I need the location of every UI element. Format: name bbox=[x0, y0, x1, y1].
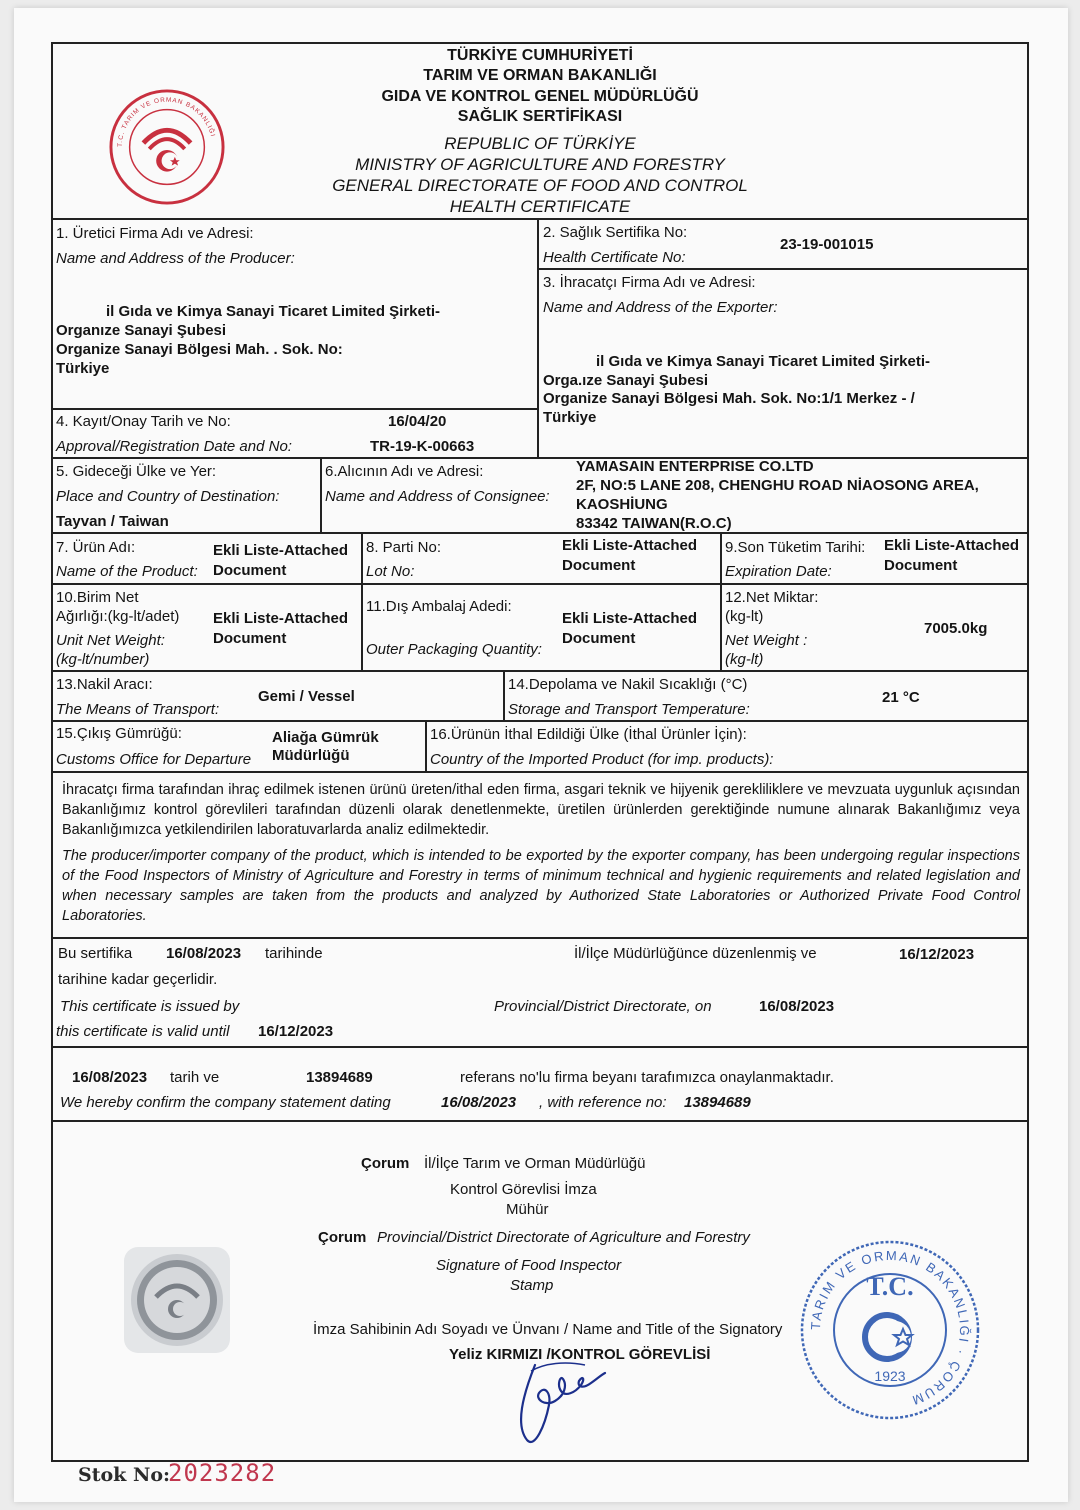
producer-line4: Türkiye bbox=[56, 360, 110, 377]
declaration-en: The producer/importer company of the product, which is intended to be exported by the exporter company, has been undergoing regular inspections of the Food Inspectors of Ministry of Agriculture and Forestry in terms of minimum technical and hygienic requirements and related legislation and when necessary samples are taken from the products and analyzed by Authorized State Laboratories or Authorized Private Food Control Laboratories. bbox=[62, 848, 1020, 924]
validity-en-date1: 16/08/2023 bbox=[759, 998, 835, 1015]
approval-date: 16/04/20 bbox=[388, 413, 447, 430]
lot-label-en: Lot No: bbox=[366, 563, 415, 580]
packaging-value-line1: Ekli Liste-Attached bbox=[562, 610, 698, 627]
declaration-tr: İhracatçı firma tarafından ihraç edilmek istenen ürünü üreten/ithal eden firma, asgari teknik ve hijyenik gerekliliklere ve mevzuata uygunluk açısından Bakanlığımız kontrol görevlileri tarafından düzenli olarak denetlenmekte, üretilen ürünlerden gerektiğinde numune alınarak Bakanlığımız veya Bakanlığımızca yetkilendirilen laboratuvarlarda analiz edilmektedir. bbox=[62, 782, 1020, 838]
validity-tr-d: tarihine kadar geçerlidir. bbox=[58, 971, 218, 988]
sig-stamp-en: Stamp bbox=[510, 1277, 554, 1294]
product-label-tr: 7. Ürün Adı: bbox=[56, 539, 136, 556]
import-country-label-en: Country of the Imported Product (for imp. products): bbox=[430, 751, 774, 768]
net-weight-label-tr1: 12.Net Miktar: bbox=[725, 589, 819, 606]
customs-value-line1: Aliağa Gümrük bbox=[272, 729, 379, 746]
expiry-value-line2: Document bbox=[884, 557, 958, 574]
health-cert-number: 23-19-001015 bbox=[780, 236, 874, 253]
unit-weight-label-tr2: Ağırlığı:(kg-lt/adet) bbox=[56, 608, 180, 625]
validity-en-b: Provincial/District Directorate, on bbox=[494, 998, 712, 1015]
producer-line2: Organıze Sanayi Şubesi bbox=[56, 322, 227, 339]
hologram-seal-icon bbox=[122, 1245, 232, 1355]
destination-label-en: Place and Country of Destination: bbox=[56, 488, 280, 505]
exporter-label-tr: 3. İhracatçı Firma Adı ve Adresi: bbox=[543, 274, 756, 291]
header-tr-line1: TÜRKİYE CUMHURİYETİ bbox=[447, 47, 633, 64]
unit-weight-value-line2: Document bbox=[213, 630, 287, 647]
reference-en-date: 16/08/2023 bbox=[441, 1094, 517, 1111]
sig-office-en: Provincial/District Directorate of Agriculture and Forestry bbox=[377, 1229, 750, 1246]
header-en-line4: HEALTH CERTIFICATE bbox=[449, 197, 631, 216]
approval-label-en: Approval/Registration Date and No: bbox=[56, 438, 292, 455]
expiry-label-en: Expiration Date: bbox=[725, 563, 832, 580]
packaging-value-line2: Document bbox=[562, 630, 636, 647]
signatory-label: İmza Sahibinin Adı Soyadı ve Ünvanı / Name and Title of the Signatory bbox=[313, 1321, 783, 1338]
temperature-label-tr: 14.Depolama ve Nakil Sıcaklığı (°C) bbox=[508, 676, 748, 693]
header-en-line1: REPUBLIC OF TÜRKİYE bbox=[444, 134, 636, 153]
sig-stamp-tr: Mühür bbox=[506, 1201, 549, 1218]
unit-weight-label-en2: (kg-lt/number) bbox=[56, 651, 150, 668]
official-seal-icon bbox=[795, 1235, 985, 1425]
unit-weight-value-line1: Ekli Liste-Attached bbox=[213, 610, 349, 627]
producer-line3: Organize Sanayi Bölgesi Mah. . Sok. No: bbox=[56, 341, 343, 358]
approval-label-tr: 4. Kayıt/Onay Tarih ve No: bbox=[56, 413, 231, 430]
exporter-line4: Türkiye bbox=[543, 409, 597, 426]
validity-en-c: this certificate is valid until bbox=[56, 1023, 230, 1040]
validity-tr-date2: 16/12/2023 bbox=[899, 946, 975, 963]
sig-city-tr: Çorum bbox=[361, 1155, 410, 1172]
stock-number-label: Stok No: bbox=[78, 1464, 171, 1486]
sig-office-tr: İl/İlçe Tarım ve Orman Müdürlüğü bbox=[424, 1155, 646, 1172]
destination-value: Tayvan / Taiwan bbox=[56, 513, 169, 530]
consignee-line3: KAOSHİUNG bbox=[576, 496, 668, 513]
consignee-line2: 2F, NO:5 LANE 208, CHENGHU ROAD NİAOSONG AREA, bbox=[576, 477, 979, 494]
reference-en-a: We hereby confirm the company statement dating bbox=[60, 1094, 391, 1111]
unit-weight-label-tr1: 10.Birim Net bbox=[56, 589, 139, 606]
lot-value-line2: Document bbox=[562, 557, 636, 574]
unit-weight-label-en1: Unit Net Weight: bbox=[56, 632, 165, 649]
header-en-line3: GENERAL DIRECTORATE OF FOOD AND CONTROL bbox=[332, 176, 748, 195]
validity-tr-b: tarihinde bbox=[265, 945, 323, 962]
producer-label-en: Name and Address of the Producer: bbox=[56, 250, 295, 267]
packaging-label-en: Outer Packaging Quantity: bbox=[366, 641, 542, 658]
producer-line1: il Gıda ve Kimya Sanayi Ticaret Limited Şirketi- bbox=[106, 303, 441, 320]
svg-text:T.C.: T.C. bbox=[866, 1272, 914, 1301]
product-value-line1: Ekli Liste-Attached bbox=[213, 542, 349, 559]
header-tr-line4: SAĞLIK SERTİFİKASI bbox=[457, 108, 623, 125]
stock-number-value: 2023282 bbox=[168, 1459, 277, 1487]
svg-text:T.C. TARIM VE ORMAN BAKANLIĞI: T.C. TARIM VE ORMAN BAKANLIĞI bbox=[116, 96, 217, 148]
sig-city-en: Çorum bbox=[318, 1229, 367, 1246]
temperature-label-en: Storage and Transport Temperature: bbox=[508, 701, 750, 718]
reference-tr-b: referans no'lu firma beyanı tarafımızca onaylanmaktadır. bbox=[460, 1069, 834, 1086]
health-cert-label-en: Health Certificate No: bbox=[543, 249, 686, 266]
import-country-label-tr: 16.Ürünün İthal Edildiği Ülke (İthal Ürünler İçin): bbox=[430, 726, 747, 743]
net-weight-label-en1: Net Weight : bbox=[725, 632, 808, 649]
validity-en-date2: 16/12/2023 bbox=[258, 1023, 334, 1040]
producer-label-tr: 1. Üretici Firma Adı ve Adresi: bbox=[56, 225, 254, 242]
exporter-line2: Orga.ıze Sanayi Şubesi bbox=[543, 372, 709, 389]
lot-label-tr: 8. Parti No: bbox=[366, 539, 442, 556]
header-en-line2: MINISTRY OF AGRICULTURE AND FORESTRY bbox=[355, 155, 725, 174]
customs-label-tr: 15.Çıkış Gümrüğü: bbox=[56, 725, 182, 742]
header-tr-line3: GIDA VE KONTROL GENEL MÜDÜRLÜĞÜ bbox=[381, 88, 699, 105]
net-weight-value: 7005.0kg bbox=[924, 620, 988, 637]
customs-value-line2: Müdürlüğü bbox=[272, 747, 350, 764]
svg-text:1923: 1923 bbox=[874, 1368, 906, 1384]
net-weight-label-en2: (kg-lt) bbox=[725, 651, 764, 668]
net-weight-label-tr2: (kg-lt) bbox=[725, 608, 764, 625]
sig-signature-en: Signature of Food Inspector bbox=[436, 1257, 622, 1274]
reference-en-number: 13894689 bbox=[684, 1094, 751, 1111]
transport-value: Gemi / Vessel bbox=[258, 688, 355, 705]
reference-tr-date: 16/08/2023 bbox=[72, 1069, 148, 1086]
product-value-line2: Document bbox=[213, 562, 287, 579]
reference-tr-number: 13894689 bbox=[306, 1069, 373, 1086]
validity-tr-c: İl/İlçe Müdürlüğünce düzenlenmiş ve bbox=[574, 945, 817, 962]
transport-label-tr: 13.Nakil Aracı: bbox=[56, 676, 153, 693]
reference-en-b: , with reference no: bbox=[539, 1094, 667, 1111]
sig-signature-tr: Kontrol Görevlisi İmza bbox=[450, 1181, 597, 1198]
validity-tr-date1: 16/08/2023 bbox=[166, 945, 242, 962]
health-cert-label-tr: 2. Sağlık Sertifika No: bbox=[543, 224, 688, 241]
exporter-line1: il Gıda ve Kimya Sanayi Ticaret Limited Şirketi- bbox=[596, 353, 931, 370]
reference-tr-a: tarih ve bbox=[170, 1069, 220, 1086]
svg-text:TARIM VE ORMAN BAKANLIĞI · ÇOR: TARIM VE ORMAN BAKANLIĞI · ÇORUM bbox=[807, 1247, 973, 1409]
consignee-label-tr: 6.Alıcının Adı ve Adresi: bbox=[325, 463, 484, 480]
consignee-line4: 83342 TAIWAN(R.O.C) bbox=[576, 515, 732, 532]
transport-label-en: The Means of Transport: bbox=[56, 701, 220, 718]
validity-en-a: This certificate is issued by bbox=[60, 998, 240, 1015]
header-tr-line2: TARIM VE ORMAN BAKANLIĞI bbox=[423, 67, 657, 84]
destination-label-tr: 5. Gideceği Ülke ve Yer: bbox=[56, 463, 217, 480]
lot-value-line1: Ekli Liste-Attached bbox=[562, 537, 698, 554]
approval-number: TR-19-K-00663 bbox=[370, 438, 475, 455]
consignee-line1: YAMASAIN ENTERPRISE CO.LTD bbox=[576, 458, 814, 475]
inspector-signature bbox=[505, 1345, 625, 1450]
customs-label-en: Customs Office for Departure bbox=[56, 751, 252, 768]
consignee-label-en: Name and Address of Consignee: bbox=[325, 488, 550, 505]
signatory-name: Yeliz KIRMIZI /KONTROL GÖREVLİSİ bbox=[449, 1346, 711, 1363]
packaging-label-tr: 11.Dış Ambalaj Adedi: bbox=[366, 598, 512, 615]
validity-tr-a: Bu sertifika bbox=[58, 945, 133, 962]
expiry-value-line1: Ekli Liste-Attached bbox=[884, 537, 1020, 554]
product-label-en: Name of the Product: bbox=[56, 563, 198, 580]
expiry-label-tr: 9.Son Tüketim Tarihi: bbox=[725, 539, 866, 556]
exporter-line3: Organize Sanayi Bölgesi Mah. Sok. No:1/1 Merkez - / bbox=[543, 390, 915, 407]
exporter-label-en: Name and Address of the Exporter: bbox=[543, 299, 778, 316]
temperature-value: 21 °C bbox=[882, 689, 920, 706]
